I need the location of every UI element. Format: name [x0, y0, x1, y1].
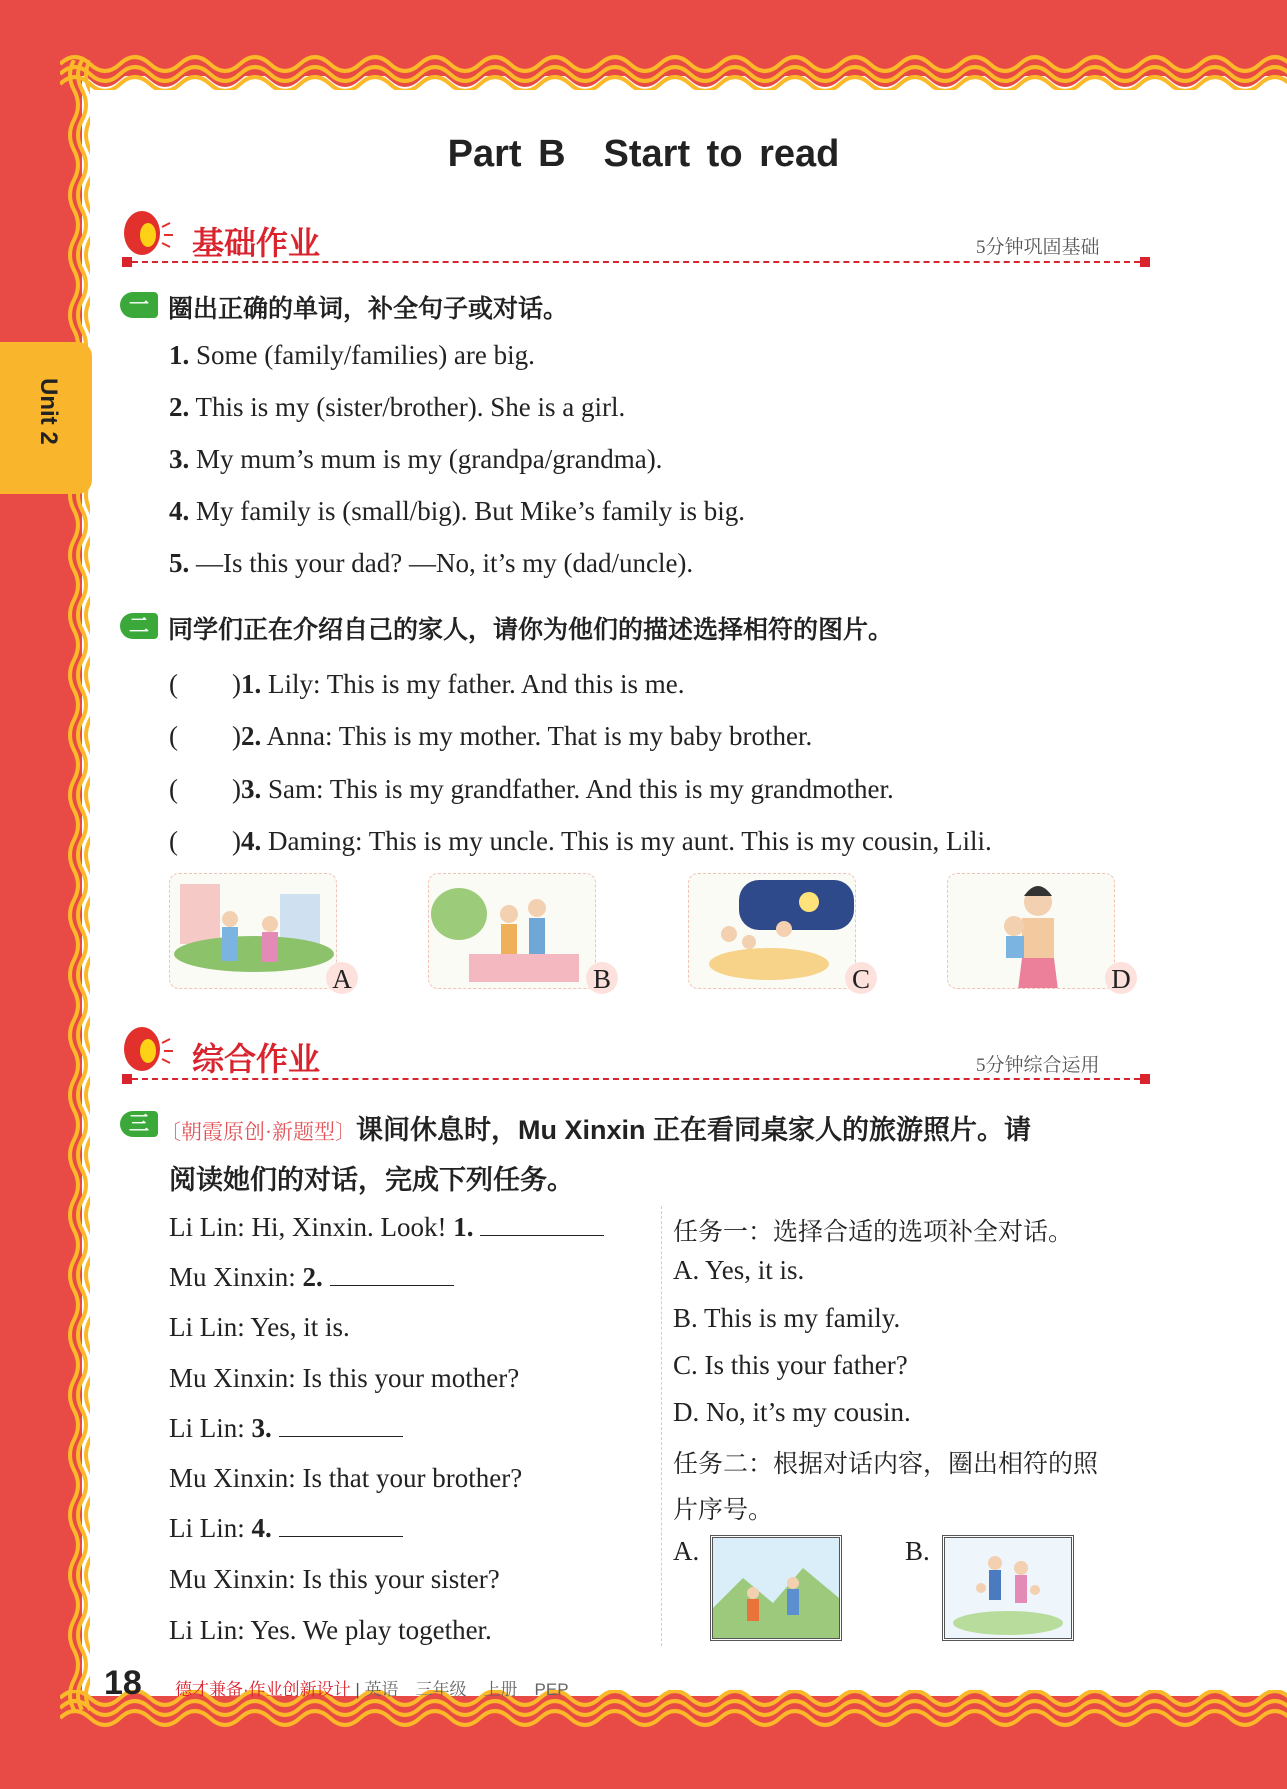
answer-blank[interactable]: [480, 1214, 604, 1236]
dialog-line: Li Lin: Hi, Xinxin. Look! 1.: [169, 1212, 604, 1243]
lantern-icon: [118, 1023, 182, 1079]
picture-label: A: [326, 962, 358, 994]
dialog-line: Li Lin: Yes, it is.: [169, 1312, 350, 1342]
answer-paren[interactable]: ( ): [169, 669, 241, 699]
option-a: A. Yes, it is.: [673, 1255, 805, 1285]
option-c: C. Is this your father?: [673, 1350, 908, 1380]
list-item: ( )2. Anna: This is my mother. That is my baby brother.: [169, 721, 813, 751]
page-number: 18: [104, 1664, 142, 1702]
left-wave-border: [60, 60, 90, 1720]
top-wave-border: [60, 50, 1287, 90]
picture-label: C: [845, 962, 877, 994]
question-number-badge: 三: [120, 1111, 158, 1137]
dialog-line: Mu Xinxin: Is that your brother?: [169, 1463, 523, 1493]
divider-dot: [122, 257, 132, 267]
column-divider: [661, 1206, 662, 1646]
picture-d: [947, 873, 1115, 989]
footer-info: 德才兼备·作业创新设计 | 英语 三年级 上册 PEP: [175, 1680, 569, 1699]
list-item: 5. —Is this your dad? —No, it’s my (dad/uncle).: [169, 548, 694, 578]
task2-label-cont: 片序号。: [673, 1497, 774, 1524]
photo-label-a: A.: [673, 1536, 700, 1566]
divider-dot: [122, 1074, 132, 1084]
lantern-icon: [118, 207, 182, 263]
section-comprehensive-title: 综合作业: [192, 1041, 321, 1077]
q3-instruction-line1: 〔朝霞原创·新题型〕课间休息时，Mu Xinxin 正在看同桌家人的旅游照片。请: [160, 1115, 1031, 1145]
question-number-badge: 二: [120, 613, 158, 639]
answer-paren[interactable]: ( ): [169, 721, 241, 751]
dialog-line: Mu Xinxin: Is this your mother?: [169, 1363, 520, 1393]
photo-a[interactable]: [710, 1535, 842, 1641]
question-number-badge: 一: [120, 292, 158, 318]
section-divider: [132, 1078, 1140, 1080]
list-item: ( )4. Daming: This is my uncle. This is my aunt. This is my cousin, Lili.: [169, 826, 992, 856]
q2-instruction: 同学们正在介绍自己的家人，请你为他们的描述选择相符的图片。: [168, 616, 894, 644]
section-basic-note: 5分钟巩固基础: [976, 237, 1100, 258]
q3-tag: 〔朝霞原创·新题型〕: [160, 1120, 356, 1144]
task1-label: 任务一：选择合适的选项补全对话。: [673, 1219, 1074, 1246]
q1-instruction: 圈出正确的单词，补全句子或对话。: [168, 295, 569, 323]
photo-b[interactable]: [942, 1535, 1074, 1641]
section-comprehensive-note: 5分钟综合运用: [976, 1055, 1100, 1076]
list-item: ( )3. Sam: This is my grandfather. And this is my grandmother.: [169, 774, 894, 804]
answer-blank[interactable]: [279, 1415, 403, 1437]
dialog-line: Mu Xinxin: Is this your sister?: [169, 1564, 500, 1594]
picture-c: [688, 873, 856, 989]
task2-label: 任务二：根据对话内容，圈出相符的照: [673, 1451, 1099, 1478]
section-divider: [132, 261, 1140, 263]
picture-a: [169, 873, 337, 989]
picture-label: B: [586, 962, 618, 994]
list-item: 3. My mum’s mum is my (grandpa/grandma).: [169, 444, 663, 474]
q3-instruction-line2: 阅读她们的对话，完成下列任务。: [169, 1165, 574, 1195]
divider-dot: [1140, 1074, 1150, 1084]
unit-tab[interactable]: [0, 342, 92, 494]
dialog-line: Li Lin: 4.: [169, 1513, 403, 1544]
option-b: B. This is my family.: [673, 1303, 901, 1333]
answer-blank[interactable]: [330, 1264, 454, 1286]
picture-label: D: [1105, 962, 1137, 994]
list-item: ( )1. Lily: This is my father. And this is me.: [169, 669, 685, 699]
dialog-line: Mu Xinxin: 2.: [169, 1262, 454, 1293]
page-title: Part B Start to read: [447, 133, 840, 175]
divider-dot: [1140, 257, 1150, 267]
dialog-line: Li Lin: Yes. We play together.: [169, 1615, 492, 1645]
picture-b: [428, 873, 596, 989]
answer-blank[interactable]: [279, 1515, 403, 1537]
list-item: 1. Some (family/families) are big.: [169, 340, 535, 370]
dialog-line: Li Lin: 3.: [169, 1413, 403, 1444]
list-item: 4. My family is (small/big). But Mike’s family is big.: [169, 496, 745, 526]
photo-label-b: B.: [905, 1536, 930, 1566]
answer-paren[interactable]: ( ): [169, 774, 241, 804]
answer-paren[interactable]: ( ): [169, 826, 241, 856]
option-d: D. No, it’s my cousin.: [673, 1397, 911, 1427]
section-basic-title: 基础作业: [192, 225, 321, 261]
list-item: 2. This is my (sister/brother). She is a girl.: [169, 392, 626, 422]
unit-tab-label: Unit 2: [35, 378, 62, 445]
